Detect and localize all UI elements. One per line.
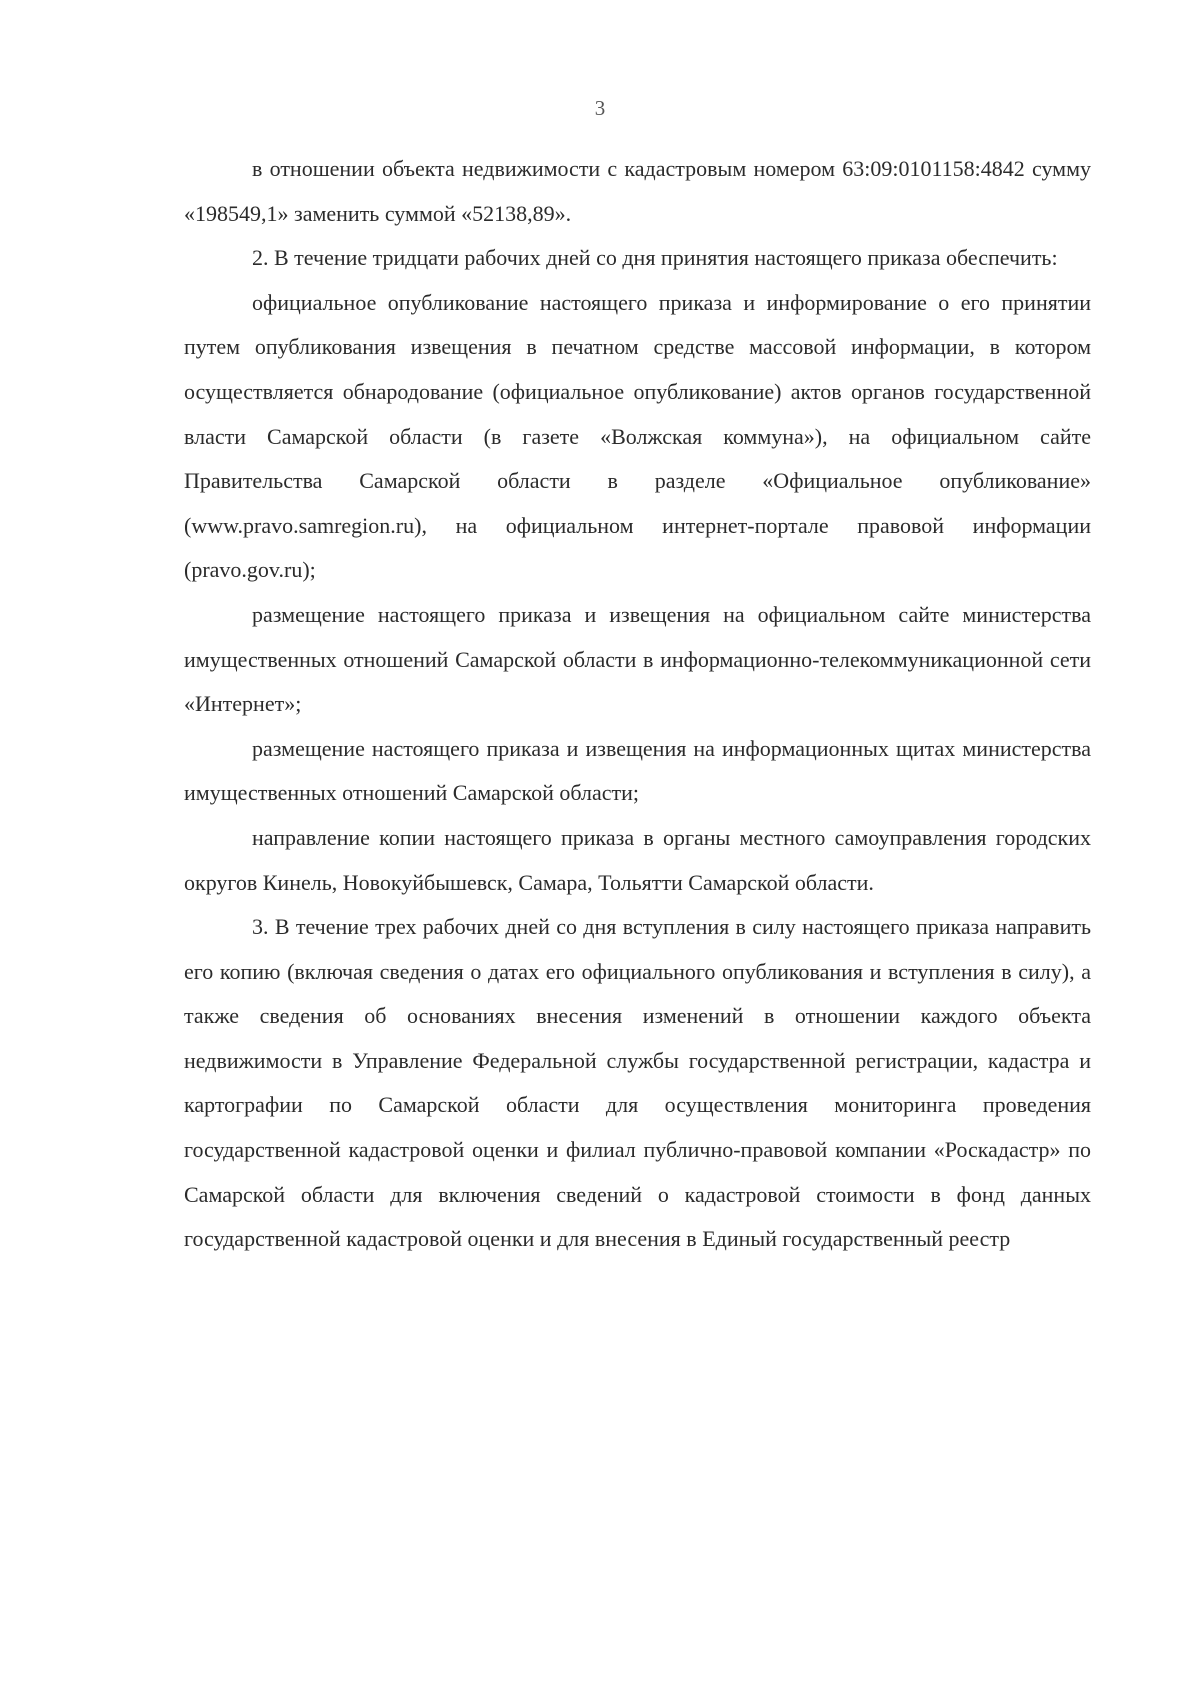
paragraph-item-2: 2. В течение тридцати рабочих дней со дня принятия настоящего приказа обеспечить: xyxy=(252,245,1058,271)
page-number: 3 xyxy=(594,96,606,120)
paragraph-info-boards: размещение настоящего приказа и извещения на информационных щитах министерства имущественных отношений Самарской области; xyxy=(184,735,1091,806)
paragraph-continuation: в отношении объекта недвижимости с кадастровым номером 63:09:0101158:4842 сумму «198549,1» заменить суммой «52138,89». xyxy=(184,156,1091,226)
paragraph-copy-to-municipalities: направление копии настоящего приказа в органы местного самоуправления городских округов Кинель, Новокуйбышевск, Самара, Тольятти Самарской области. xyxy=(184,824,1091,895)
paragraph-website-placement: размещение настоящего приказа и извещения на официальном сайте министерства имущественных отношений Самарской области в информационно-телекоммуникационной сети «Интернет»; xyxy=(184,601,1091,717)
paragraph-item-3: 3. В течение трех рабочих дней со дня вступления в силу настоящего приказа направить его копию (включая сведения о датах его официального опубликования и вступления в силу), а также сведения об основаниях внесения изменений в отношении каждого объекта недвижимости в Управление Федеральной службы государственной регистрации, кадастра и картографии по Самарской области для осуществления мониторинга проведения государственной кадастровой оценки и филиал публично-правовой компании «Роскадастр» по Самарской области для включения сведений о кадастровой стоимости в фонд данных государственной кадастровой оценки и для внесения в Единый государственный реестр xyxy=(184,914,1091,1252)
paragraph-official-publication: официальное опубликование настоящего приказа и информирование о его принятии путем опубликования извещения в печатном средстве массовой информации, в котором осуществляется обнародование (официальное опубликование) актов органов государственной власти Самарской области (в газете «Волжская коммуна»), на официальном сайте Правительства Самарской области в разделе «Официальное опубликование» (www.pravo.samregion.ru), на официальном интернет-портале правовой информации (pravo.gov.ru); xyxy=(184,289,1091,583)
document-body xyxy=(184,147,1091,1262)
